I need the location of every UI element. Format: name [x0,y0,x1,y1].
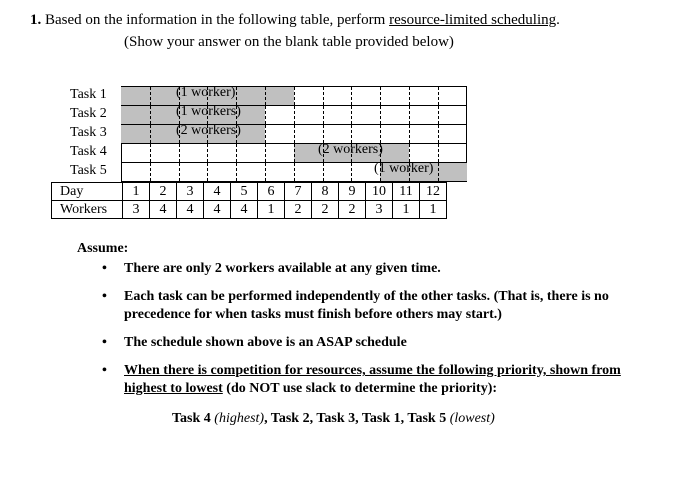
day-gridline [150,125,151,143]
day-gridline [380,106,381,124]
task-label: Task 3 [70,125,107,140]
day-workers-table [51,182,447,219]
day-gridline [294,163,295,181]
day-gridline [150,87,151,105]
day-gridline [323,125,324,143]
priority-task4: Task 4 [172,411,211,426]
assume-item [100,288,660,324]
day-gridline [236,144,237,162]
day-gridline [294,106,295,124]
workers-cell: 1 [393,201,420,219]
day-gridline [265,163,266,181]
day-gridline [265,87,266,105]
day-gridline [236,87,237,105]
assume-item [100,362,660,398]
bullet-dot: • [102,289,107,304]
day-gridline [323,106,324,124]
assume-list [100,260,660,408]
workers-cell: 4 [204,201,231,219]
bullet-dot: • [102,363,107,378]
day-cell: 2 [150,183,177,201]
workers-cell: 2 [339,201,366,219]
task-bar-label: (1 worker) [176,85,236,100]
workers-row [52,201,447,219]
day-cell: 8 [312,183,339,201]
workers-cell: 1 [258,201,285,219]
priority-lowest-note: (lowest) [449,411,495,426]
task-bar-label: (1 workers) [176,104,241,119]
day-cell: 3 [177,183,204,201]
assume-item-underlined: When there is competition for resources, assume the following priority, shown from highest to lowest [124,363,621,396]
assume-item-text: (do NOT use slack to determine the priority): [222,381,498,396]
bullet-dot: • [102,261,107,276]
day-gridline [150,106,151,124]
question-subtitle: (Show your answer on the blank table provided below) [124,34,454,50]
day-gridline [409,106,410,124]
task-bar-label: (2 workers) [176,123,241,138]
day-gridline [265,106,266,124]
day-cell: 1 [123,183,150,201]
day-gridline [150,163,151,181]
day-gridline [323,163,324,181]
task-label: Task 5 [70,163,107,178]
day-gridline [351,163,352,181]
day-cell: 7 [285,183,312,201]
question-underlined-text: resource-limited scheduling [389,12,557,28]
day-gridline [150,144,151,162]
day-gridline [323,87,324,105]
day-cell: 4 [204,183,231,201]
day-gridline [438,144,439,162]
question-period: . [556,12,560,28]
task-label: Task 4 [70,144,107,159]
day-gridline [380,125,381,143]
day-gridline [409,87,410,105]
day-gridline [409,125,410,143]
day-gridline [207,163,208,181]
day-gridline [438,163,439,181]
day-cell: 9 [339,183,366,201]
day-cell: 6 [258,183,285,201]
day-cell: 12 [420,183,447,201]
day-gridline [265,125,266,143]
day-gridline [294,125,295,143]
bullet-dot: • [102,335,107,350]
assume-heading: Assume: [77,241,129,256]
day-gridline [179,144,180,162]
assume-item-text: The schedule shown above is an ASAP schedule [124,335,407,350]
priority-middle: , Task 2, Task 3, Task 1, Task 5 [264,411,447,426]
day-header: Day [52,183,123,201]
assume-item-text: Each task can be performed independently of the other tasks. (That is, there is no precedence for when tasks must finish before others may start.) [124,289,609,322]
day-gridline [351,125,352,143]
assume-item-text: There are only 2 workers available at any given time. [124,261,441,276]
assume-item [100,260,660,278]
day-gridline [179,163,180,181]
task-label: Task 2 [70,106,107,121]
day-gridline [294,144,295,162]
workers-cell: 4 [231,201,258,219]
task-bar-label: (2 workers) [318,142,383,157]
workers-cell: 4 [150,201,177,219]
priority-highest-note: (highest) [214,411,265,426]
day-gridline [409,144,410,162]
day-gridline [351,106,352,124]
day-gridline [438,106,439,124]
priority-line [172,411,495,427]
day-row [52,183,447,201]
day-cell: 5 [231,183,258,201]
assume-item [100,334,660,352]
day-gridline [438,87,439,105]
workers-cell: 2 [312,201,339,219]
workers-cell: 1 [420,201,447,219]
workers-header: Workers [52,201,123,219]
task-label: Task 1 [70,87,107,102]
question-number: 1. [30,12,42,28]
workers-cell: 3 [366,201,393,219]
task-bar-label: (1 worker) [374,161,434,176]
question-text: Based on the information in the following table, perform [45,12,390,28]
day-gridline [438,125,439,143]
workers-cell: 2 [285,201,312,219]
day-gridline [351,87,352,105]
day-gridline [265,144,266,162]
day-cell: 10 [366,183,393,201]
workers-cell: 4 [177,201,204,219]
day-gridline [294,87,295,105]
workers-cell: 3 [123,201,150,219]
day-gridline [207,144,208,162]
day-cell: 11 [393,183,420,201]
day-gridline [380,87,381,105]
day-gridline [236,163,237,181]
